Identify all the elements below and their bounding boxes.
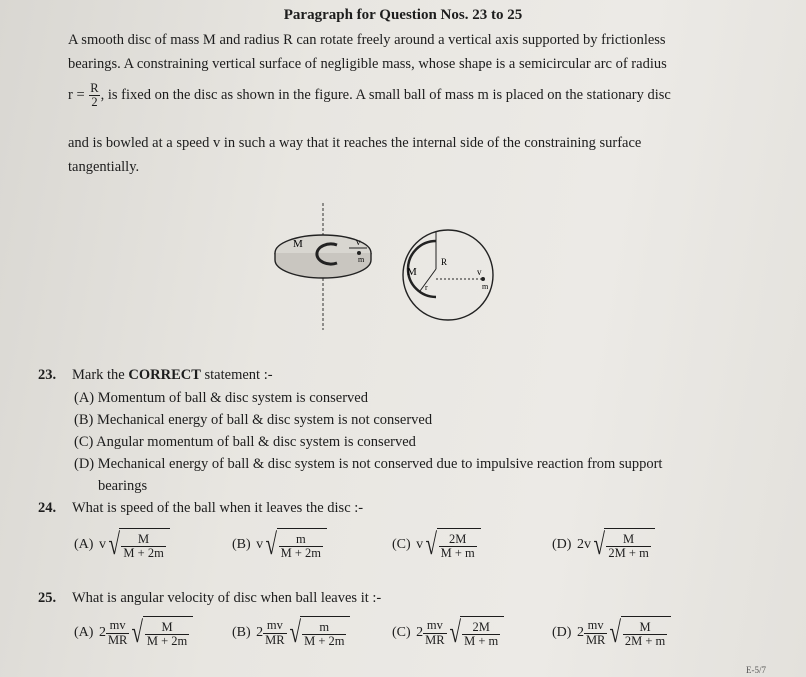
paragraph-line-1: A smooth disc of mass M and radius R can rotate freely around a vertical axis supported by frictionless (68, 32, 666, 48)
sqrt-numerator: M (639, 619, 651, 634)
sqrt-denominator: M + 2m (146, 634, 188, 648)
ratio-numerator: mv (587, 618, 604, 633)
left-velocity-label: v (356, 237, 361, 247)
question-25-option-a[interactable] (74, 616, 193, 650)
sqrt-numerator: 2M (449, 531, 467, 546)
option-coefficient: 2 (416, 625, 424, 641)
question-23-option-d[interactable]: (D) Mechanical energy of ball & disc system is not conserved due to impulsive reaction from support (74, 456, 663, 472)
radical-sign: √ (425, 528, 438, 561)
question-24-number: 24. (38, 500, 57, 516)
ratio-numerator: mv (426, 618, 443, 633)
radical-sign: √ (449, 616, 461, 649)
option-label: (A) (74, 625, 94, 641)
option-label: (B) (232, 537, 251, 553)
question-23-text-post: statement :- (200, 367, 273, 383)
sqrt-numerator: m (319, 619, 330, 634)
disc-figure (255, 195, 515, 335)
radical-sign: √ (609, 616, 622, 649)
r-fraction-denominator: 2 (91, 95, 98, 110)
question-23-text (72, 367, 273, 384)
question-25-option-b[interactable] (232, 616, 350, 650)
sqrt-denominator: M + m (464, 634, 499, 648)
ratio-numerator: mv (109, 618, 126, 633)
sqrt-expression (287, 616, 351, 650)
option-coefficient: 2 (98, 625, 106, 641)
sqrt-numerator: M (161, 619, 173, 634)
sqrt-denominator: M + 2m (280, 546, 322, 560)
paragraph-line-5: tangentially. (68, 159, 140, 175)
option-prefix: v (256, 537, 264, 553)
sqrt-expression (591, 528, 655, 562)
right-ball-label: m (482, 282, 489, 291)
r-fraction (88, 82, 100, 109)
option-label: (C) (392, 537, 411, 553)
ratio-denominator: MR (425, 632, 445, 647)
ratio-fraction (263, 619, 286, 646)
question-24-option-c[interactable] (392, 528, 481, 562)
question-23-text-pre: Mark the (72, 367, 129, 383)
ratio-numerator: mv (266, 618, 283, 633)
question-24-text: What is speed of the ball when it leaves the disc :- (72, 500, 364, 516)
sqrt-expression (129, 616, 193, 650)
option-prefix: 2v (576, 537, 591, 553)
option-label: (D) (552, 537, 572, 553)
page-footer: E-5/7 (746, 665, 766, 675)
sqrt-expression (106, 528, 170, 562)
question-23-option-d-continued: bearings (98, 478, 148, 494)
radical-sign: √ (131, 616, 144, 649)
radical-sign: √ (265, 528, 278, 561)
r-fraction-numerator: R (90, 81, 99, 95)
ratio-fraction (106, 619, 129, 646)
question-25-number: 25. (38, 590, 57, 606)
right-radius-label: R (441, 257, 448, 267)
question-24-option-b[interactable] (232, 528, 327, 562)
right-velocity-label: v (477, 267, 482, 277)
question-25-option-d[interactable] (552, 616, 671, 650)
ratio-denominator: MR (585, 632, 606, 647)
ratio-fraction (423, 619, 446, 646)
sqrt-numerator: M (138, 531, 150, 546)
sqrt-numerator: 2M (472, 619, 490, 634)
option-label: (D) (552, 625, 572, 641)
option-label: (A) (74, 537, 94, 553)
sqrt-denominator: M + 2m (123, 546, 164, 560)
question-24-option-a[interactable] (74, 528, 170, 562)
sqrt-expression (607, 616, 671, 650)
ratio-fraction (584, 619, 607, 646)
sqrt-expression (447, 616, 505, 650)
question-23-number: 23. (38, 367, 57, 383)
small-radius-line (420, 269, 436, 291)
sqrt-denominator: M + m (440, 546, 475, 560)
question-25-text: What is angular velocity of disc when ball leaves it :- (72, 590, 382, 606)
radical-sign: √ (593, 528, 605, 561)
sqrt-numerator: M (623, 531, 635, 546)
question-23-option-a[interactable]: (A) Momentum of ball & disc system is conserved (74, 390, 368, 406)
option-label: (C) (392, 625, 411, 641)
radical-sign: √ (289, 616, 301, 649)
radical-sign: √ (108, 528, 120, 561)
option-prefix: v (98, 537, 106, 553)
ratio-denominator: MR (107, 632, 128, 647)
sqrt-expression (263, 528, 327, 562)
ratio-denominator: MR (265, 632, 285, 647)
disc-rim (275, 253, 371, 278)
paragraph-line-2: bearings. A constraining vertical surface of negligible mass, whose shape is a semicircular arc of radius (68, 56, 667, 72)
question-25-option-c[interactable] (392, 616, 504, 650)
question-23-text-bold: CORRECT (128, 367, 201, 383)
sqrt-denominator: 2M + m (624, 634, 666, 648)
paragraph-title: Paragraph for Question Nos. 23 to 25 (283, 7, 523, 23)
left-ball-label: m (358, 255, 365, 264)
question-23-option-c[interactable]: (C) Angular momentum of ball & disc system is conserved (74, 434, 416, 450)
paragraph-line-3-text: , is fixed on the disc as shown in the figure. A small ball of mass m is placed on the stationary disc (100, 86, 671, 103)
left-mass-label: M (293, 238, 303, 250)
option-coefficient: 2 (256, 625, 264, 641)
ball-top-view (481, 277, 485, 281)
option-label: (B) (232, 625, 251, 641)
paragraph-line-3 (68, 82, 671, 109)
question-23-option-b[interactable]: (B) Mechanical energy of ball & disc system is not conserved (74, 412, 433, 428)
sqrt-denominator: 2M + m (608, 546, 649, 560)
r-equation: r = (68, 86, 85, 103)
paragraph-line-4: and is bowled at a speed v in such a way that it reaches the internal side of the constraining surface (68, 135, 642, 151)
question-24-option-d[interactable] (552, 528, 655, 562)
sqrt-denominator: M + 2m (304, 634, 345, 648)
small-radius-label: r (425, 283, 428, 292)
sqrt-numerator: m (295, 531, 306, 546)
sqrt-expression (423, 528, 481, 562)
option-prefix: v (416, 537, 424, 553)
option-coefficient: 2 (576, 625, 584, 641)
right-mass-label: M (407, 266, 417, 278)
